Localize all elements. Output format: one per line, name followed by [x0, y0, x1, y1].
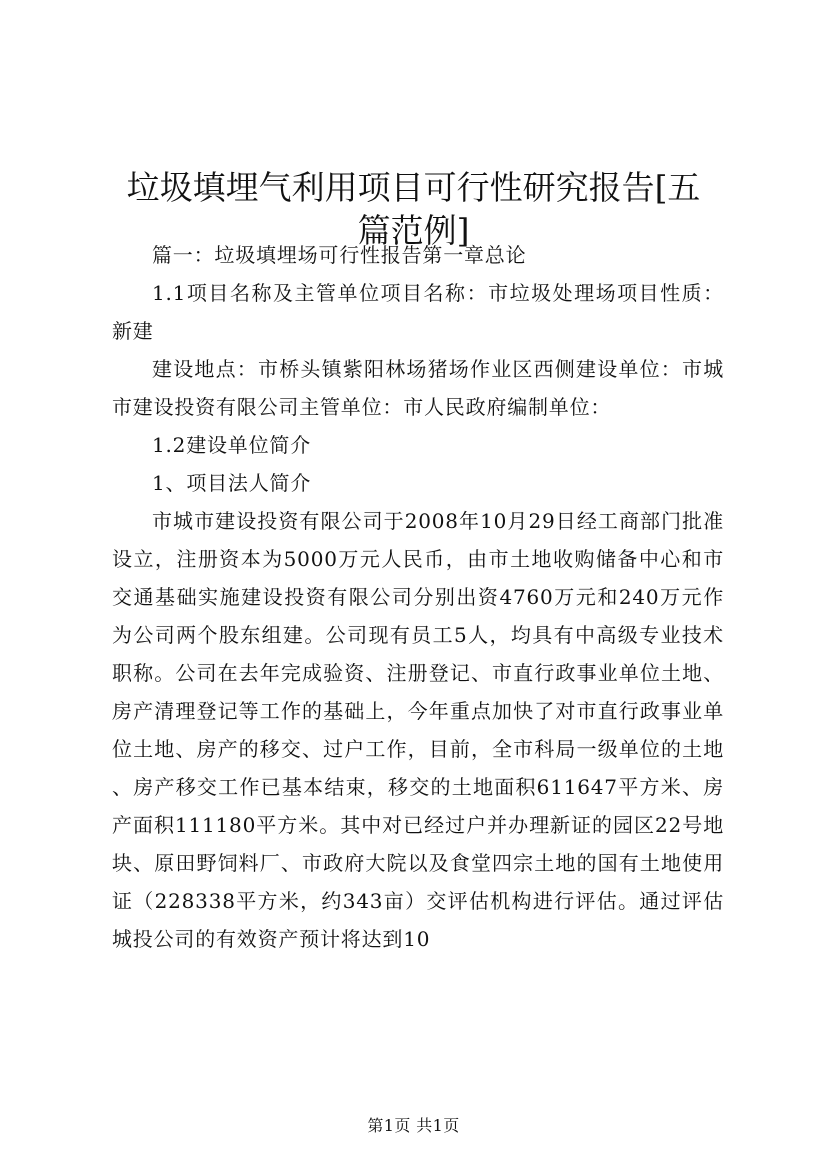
paragraph-construction-site: 建设地点：市桥头镇紫阳林场猪场作业区西侧建设单位：市城市建设投资有限公司主管单位：市人民政府编制单位：: [112, 357, 724, 419]
paragraph-section-one: 篇一：垃圾填埋场可行性报告第一章总论: [152, 243, 527, 267]
page-footer: 第1页 共1页: [367, 1116, 460, 1135]
paragraph-unit-intro-heading: 1.2建设单位简介: [152, 433, 312, 457]
paragraph-company-description: 市城市建设投资有限公司于2008年10月29日经工商部门批准设立，注册资本为5000万元人民币，由市土地收购储备中心和市交通基础实施建设投资有限公司分别出资4760万元和240万元作为公司两个股东组建。公司现有员工5人，均具有中高级专业技术职称。公司在去年完成验资、注册登记、市直行政事业单位土地、房产清理登记等工作的基础上，今年重点加快了对市直行政事业单位土地、房产的移交、过户工作，目前，全市科局一级单位的土地、房产移交工作已基本结束，移交的土地面积611647平方米、房产面积111180平方米。其中对已经过户并办理新证的园区22号地块、原田野饲料厂、市政府大院以及食堂四宗土地的国有土地使用证（228338平方米，约343亩）交评估机构进行评估。通过评估城投公司的有效资产预计将达到10: [112, 509, 724, 951]
paragraph-legal-person-heading: 1、项目法人简介: [152, 471, 312, 495]
document-title: 垃圾填埋气利用项目可行性研究报告[五篇范例]: [126, 168, 701, 251]
document-body: [112, 236, 724, 958]
paragraph-project-name: 1.1项目名称及主管单位项目名称：市垃圾处理场项目性质：新建: [112, 281, 724, 343]
